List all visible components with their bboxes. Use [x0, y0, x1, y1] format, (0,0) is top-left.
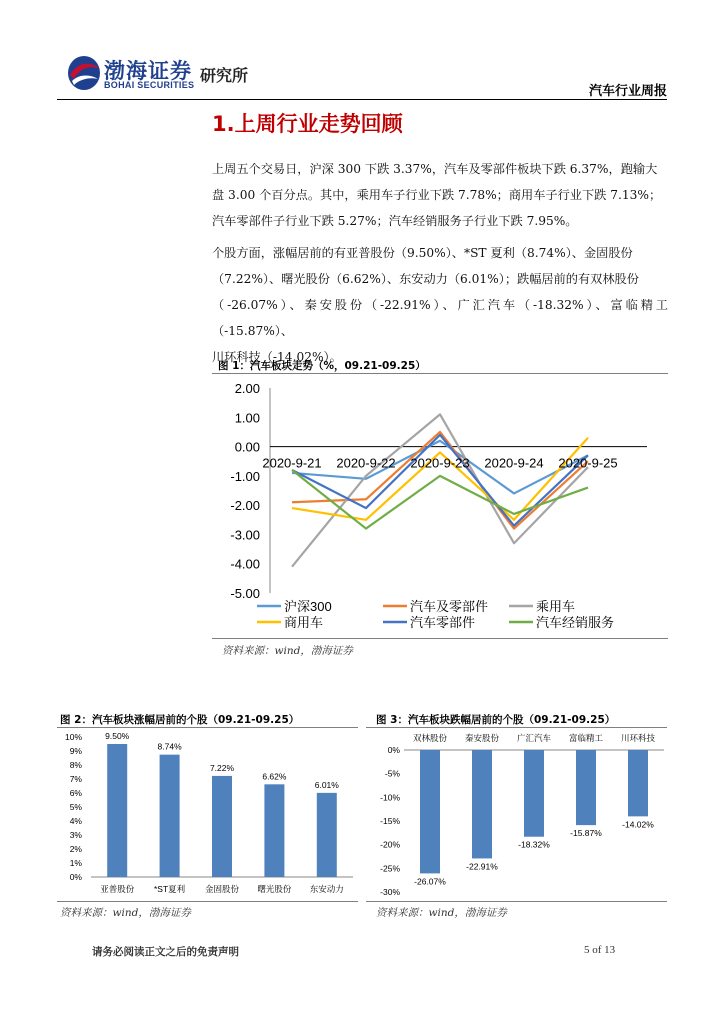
y-tick-label: 10% [64, 732, 82, 742]
y-tick-label: -30% [380, 887, 400, 897]
x-tick-label: 2020-9-21 [262, 455, 322, 471]
bar [472, 750, 492, 858]
figure1-top-rule [212, 373, 668, 374]
y-tick-label: -5.00 [230, 586, 260, 601]
y-tick-label: 2.00 [234, 381, 260, 396]
y-tick-label: 9% [69, 746, 82, 756]
x-tick-label: 曙光股份 [257, 884, 292, 894]
y-tick-label: 1% [69, 858, 82, 868]
bar [212, 776, 232, 877]
x-tick-label: 广汇汽车 [516, 733, 552, 743]
x-tick-label: 富临精工 [568, 733, 604, 743]
figure3-bar-chart [366, 729, 667, 899]
logo-chinese-name: 渤海证券 [104, 58, 192, 83]
paragraph-line: 个股方面，涨幅居前的有亚普股份（9.50%）、*ST 夏利（8.74%）、金固股份 [212, 246, 633, 260]
y-tick-label: -20% [380, 839, 400, 850]
x-tick-label: 2020-9-25 [558, 455, 618, 471]
figure3-top-rule [366, 727, 667, 728]
figure2-top-rule [57, 727, 358, 728]
figure2-bottom-rule [57, 901, 358, 902]
bar [160, 755, 180, 877]
bar [107, 744, 127, 877]
figure2-title: 图 2：汽车板块涨幅居前的个股（09.21-09.25） [60, 714, 300, 726]
bar-value-label: 6.62% [262, 771, 287, 782]
figure3-title: 图 3：汽车板块跌幅居前的个股（09.21-09.25） [376, 714, 616, 726]
paragraph-market-summary [212, 156, 668, 234]
y-tick-label: 0% [69, 872, 82, 882]
y-tick-label: -5% [384, 768, 400, 779]
x-tick-label: 双林股份 [412, 733, 448, 743]
y-tick-label: 7% [69, 774, 82, 784]
figure1-title: 图 1：汽车板块走势（%，09.21-09.25） [218, 360, 426, 372]
x-tick-label: 川环科技 [620, 733, 656, 743]
y-tick-label: -25% [380, 863, 400, 874]
bar [576, 750, 596, 825]
y-tick-label: 0.00 [234, 439, 260, 455]
bar-value-label: 9.50% [105, 731, 130, 741]
y-tick-label: -10% [380, 792, 400, 803]
figure2-bar-chart [57, 729, 358, 899]
y-tick-label: -3.00 [230, 527, 260, 543]
legend-label: 汽车经销服务 [536, 615, 615, 630]
y-tick-label: 1.00 [234, 410, 260, 426]
y-tick-label: 6% [69, 788, 82, 798]
y-tick-label: -2.00 [230, 498, 260, 514]
legend-label: 汽车零部件 [410, 615, 476, 630]
series-line [292, 414, 588, 566]
logo-english-name: BOHAI SECURITIES [104, 80, 195, 90]
legend-label: 乘用车 [536, 599, 576, 614]
paragraph-stock-movers [212, 240, 668, 370]
bar [628, 750, 648, 816]
bar-value-label: -18.32% [518, 839, 550, 850]
paragraph-line: 上周五个交易日，沪深 300 下跌 3.37%，汽车及零部件板块下跌 6.37%，跑输大 [212, 162, 658, 176]
x-tick-label: 金固股份 [204, 884, 240, 894]
legend-label: 商用车 [284, 615, 324, 630]
paragraph-line: 盘 3.00 个百分点。其中，乘用车子行业下跌 7.78%；商用车子行业下跌 7.13%； [212, 188, 662, 202]
legend-label: 沪深300 [284, 599, 332, 614]
footer-page-number: 5 of 13 [584, 944, 616, 956]
header-divider [57, 99, 667, 100]
legend-label: 汽车及零部件 [410, 599, 489, 614]
bar-value-label: -22.91% [466, 861, 498, 872]
figure2-source: 资料来源：wind，渤海证券 [60, 907, 191, 919]
bar-value-label: -15.87% [570, 828, 602, 839]
y-tick-label: 2% [69, 844, 82, 854]
bar [420, 750, 440, 873]
paragraph-line: 汽车零部件子行业下跌 5.27%；汽车经销服务子行业下跌 7.95%。 [212, 214, 578, 228]
paragraph-line: （-26.07%）、秦安股份（-22.91%）、广汇汽车（-18.32%）、富临精工（-15.87%）、 [212, 298, 668, 338]
bar [524, 750, 544, 837]
x-tick-label: *ST夏利 [154, 884, 186, 894]
institute-label: 研究所 [200, 66, 249, 85]
section-title: 1.上周行业走势回顾 [212, 112, 403, 136]
y-tick-label: 5% [69, 802, 82, 812]
y-tick-label: 4% [69, 816, 82, 826]
figure3-bottom-rule [366, 901, 667, 902]
y-tick-label: 0% [387, 745, 400, 755]
paragraph-line: 川环科技（-14.02%）。 [212, 350, 342, 364]
figure1-bottom-rule [212, 638, 668, 639]
figure1-source: 资料来源：wind，渤海证券 [222, 645, 353, 657]
bar-value-label: -26.07% [414, 876, 446, 887]
x-tick-label: 2020-9-24 [484, 455, 544, 471]
paragraph-line: （7.22%）、曙光股份（6.62%）、东安动力（6.01%）；跌幅居前的有双林股份 [212, 272, 639, 286]
figure3-source: 资料来源：wind，渤海证券 [376, 907, 507, 919]
y-tick-label: -1.00 [230, 468, 260, 484]
x-tick-label: 2020-9-23 [410, 455, 470, 471]
y-tick-label: 8% [69, 760, 82, 770]
bar-value-label: 6.01% [314, 779, 339, 790]
x-tick-label: 东安动力 [309, 884, 344, 894]
footer-disclaimer: 请务必阅读正文之后的免责声明 [92, 946, 239, 958]
bar-value-label: 8.74% [157, 741, 182, 752]
report-type: 汽车行业周报 [588, 84, 667, 99]
bar-value-label: -14.02% [622, 819, 654, 830]
y-tick-label: 3% [69, 830, 82, 840]
y-tick-label: -15% [380, 816, 400, 826]
bar [317, 793, 337, 877]
y-tick-label: -4.00 [230, 556, 260, 572]
bar [264, 784, 284, 877]
figure1-line-chart [212, 375, 668, 637]
bar-value-label: 7.22% [209, 762, 235, 773]
x-tick-label: 亚普股份 [100, 884, 135, 894]
x-tick-label: 秦安股份 [464, 733, 500, 743]
bohai-logo-icon [66, 53, 102, 93]
x-tick-label: 2020-9-22 [336, 455, 396, 471]
